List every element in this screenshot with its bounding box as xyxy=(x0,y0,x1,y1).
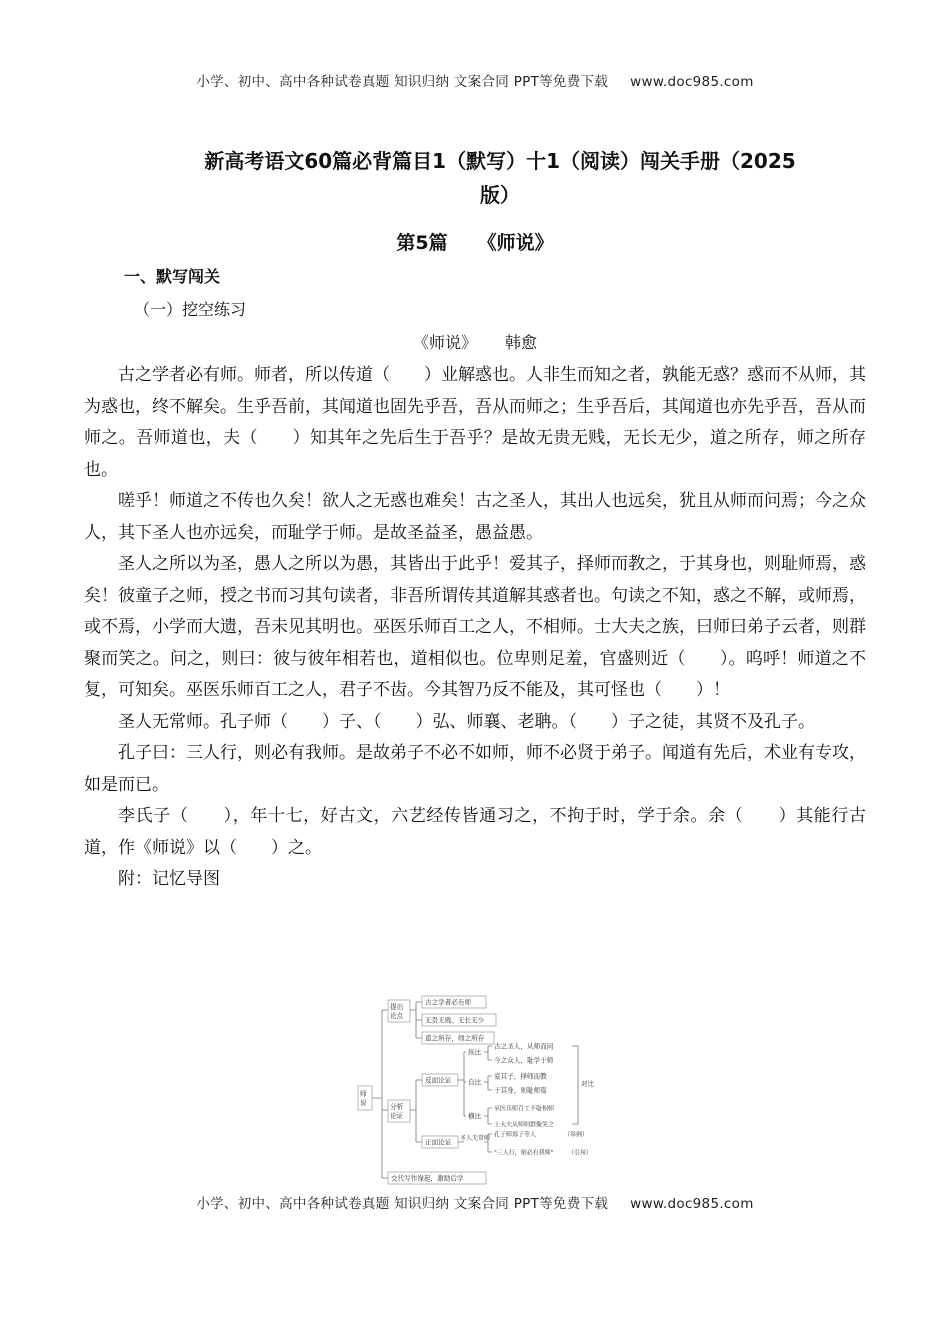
mind-map-item: 爱其子，择师而教 xyxy=(494,1072,547,1081)
mind-map-item: 对比 xyxy=(581,1080,595,1088)
mind-map-item: 圣人无常师 xyxy=(460,1135,491,1142)
poem-title: 《师说》 xyxy=(412,333,477,352)
mind-map-item: （引用） xyxy=(568,1149,593,1157)
mind-map-root-char: 说 xyxy=(360,1099,367,1107)
mind-map-item: 于其身，则耻师焉 xyxy=(494,1086,547,1095)
document-title-line1: 新高考语文60篇必背篇目1（默写）十1（阅读）闯关手册（2025 xyxy=(204,149,796,173)
paragraph: 圣人无常师。孔子师（ ）子、（ ）弘、师襄、老聃。（ ）子之徒，其贤不及孔子。 xyxy=(118,711,815,732)
chapter-title xyxy=(0,228,950,255)
memory-mind-map xyxy=(352,994,610,1188)
mind-map-item: 古之学者必有师 xyxy=(425,998,472,1007)
page-footer xyxy=(0,1192,950,1212)
mind-map-item: 道之所存，师之所存 xyxy=(425,1034,485,1043)
subsection-title: （一）挖空练习 xyxy=(134,300,247,319)
mind-map-item: 孔子师郯子等人 xyxy=(494,1131,537,1139)
mind-map-item: 无贵无贱、无长无少 xyxy=(425,1016,485,1025)
chapter-number: 第5篇 xyxy=(396,232,448,254)
mind-map-item: 巫医乐师百工不耻相师 xyxy=(494,1105,555,1113)
mind-map-item: 自比 xyxy=(468,1078,482,1087)
mind-map-item: （举例） xyxy=(564,1131,589,1139)
header-text: 小学、初中、高中各种试卷真题 知识归纳 文案合同 PPT等免费下载 xyxy=(196,74,609,90)
paragraph: 圣人之所以为圣，愚人之所以为愚，其皆出于此乎！爱其子，择师而教之，于其身也，则耻师焉，惑矣！彼童子之师，授之书而习其句读者，非吾所谓传其道解其惑者也。句读之不知，惑之不解，或师焉，或不焉，小学而大遗，吾未见其明也。巫医乐师百工之人，不相师。士大夫之族，曰师曰弟子云者，则群聚而笑之。问之，则曰：彼与彼年相若也，道相似也。位卑则足羞，官盛则近（ ）。呜呼！师道之不复，可知矣。巫医乐师百工之人，君子不齿。今其智乃反不能及，其可怪也（ ）！ xyxy=(84,554,866,700)
mind-map-svg xyxy=(352,994,610,1188)
mind-map-item: 古之圣人，从师而问 xyxy=(494,1042,554,1051)
mind-map-item: 交代写作缘起，激励后学 xyxy=(391,1174,464,1183)
footer-text: 小学、初中、高中各种试卷真题 知识归纳 文案合同 PPT等免费下载 xyxy=(196,1196,609,1212)
mind-map-item: 纵比 xyxy=(468,1048,482,1057)
poem-author: 韩愈 xyxy=(505,333,538,352)
document-title xyxy=(150,144,850,212)
chapter-name: 《师说》 xyxy=(477,232,554,254)
page-header xyxy=(0,70,950,90)
mind-map-branch2-a: 分析 xyxy=(390,1103,404,1111)
paragraph: 李氏子（ ），年十七，好古文，六艺经传皆通习之，不拘于时，学于余。余（ ）其能行古道，作《师说》以（ ）之。 xyxy=(84,806,866,858)
mind-map-item: "三人行，则必有我师" xyxy=(494,1149,554,1157)
mind-map-item: 正面论证 xyxy=(425,1138,452,1147)
mind-map-item: 横比 xyxy=(468,1112,482,1121)
appendix-label: 附：记忆导图 xyxy=(118,869,220,889)
document-title-line2: 版） xyxy=(480,183,520,207)
mind-map-item: 士大夫从师则群聚笑之 xyxy=(494,1121,555,1129)
paragraph: 嗟乎！师道之不传也久矣！欲人之无惑也难矣！古之圣人，其出人也远矣，犹且从师而问焉；今之众人，其下圣人也亦远矣，而耻学于师。是故圣益圣，愚益愚。 xyxy=(84,491,866,543)
paragraph: 孔子曰：三人行，则必有我师。是故弟子不必不如师，师不必贤于弟子。闻道有先后，术业有专攻，如是而已。 xyxy=(84,743,866,795)
mind-map-item: 今之众人，耻学于师 xyxy=(494,1056,554,1065)
mind-map-branch1-b: 论点 xyxy=(390,1012,404,1020)
poem-heading xyxy=(0,330,950,353)
mind-map-root-char: 师 xyxy=(360,1090,367,1098)
mind-map-branch1-a: 提出 xyxy=(390,1003,404,1011)
footer-url[interactable]: www.doc985.com xyxy=(630,1196,754,1212)
header-url[interactable]: www.doc985.com xyxy=(630,74,754,90)
mind-map-branch2-b: 论证 xyxy=(390,1112,404,1120)
fill-in-passage xyxy=(84,360,866,896)
paragraph: 古之学者必有师。师者，所以传道（ ）业解惑也。人非生而知之者，孰能无惑？惑而不从师，其为惑也，终不解矣。生乎吾前，其闻道也固先乎吾，吾从而师之；生乎吾后，其闻道也亦先乎吾，吾从而师之。吾师道也，夫（ ）知其年之先后生于吾乎？是故无贵无贱，无长无少，道之所存，师之所存也。 xyxy=(84,365,866,480)
mind-map-item: 反面论证 xyxy=(425,1076,452,1085)
section-title: 一、默写闯关 xyxy=(124,267,221,286)
